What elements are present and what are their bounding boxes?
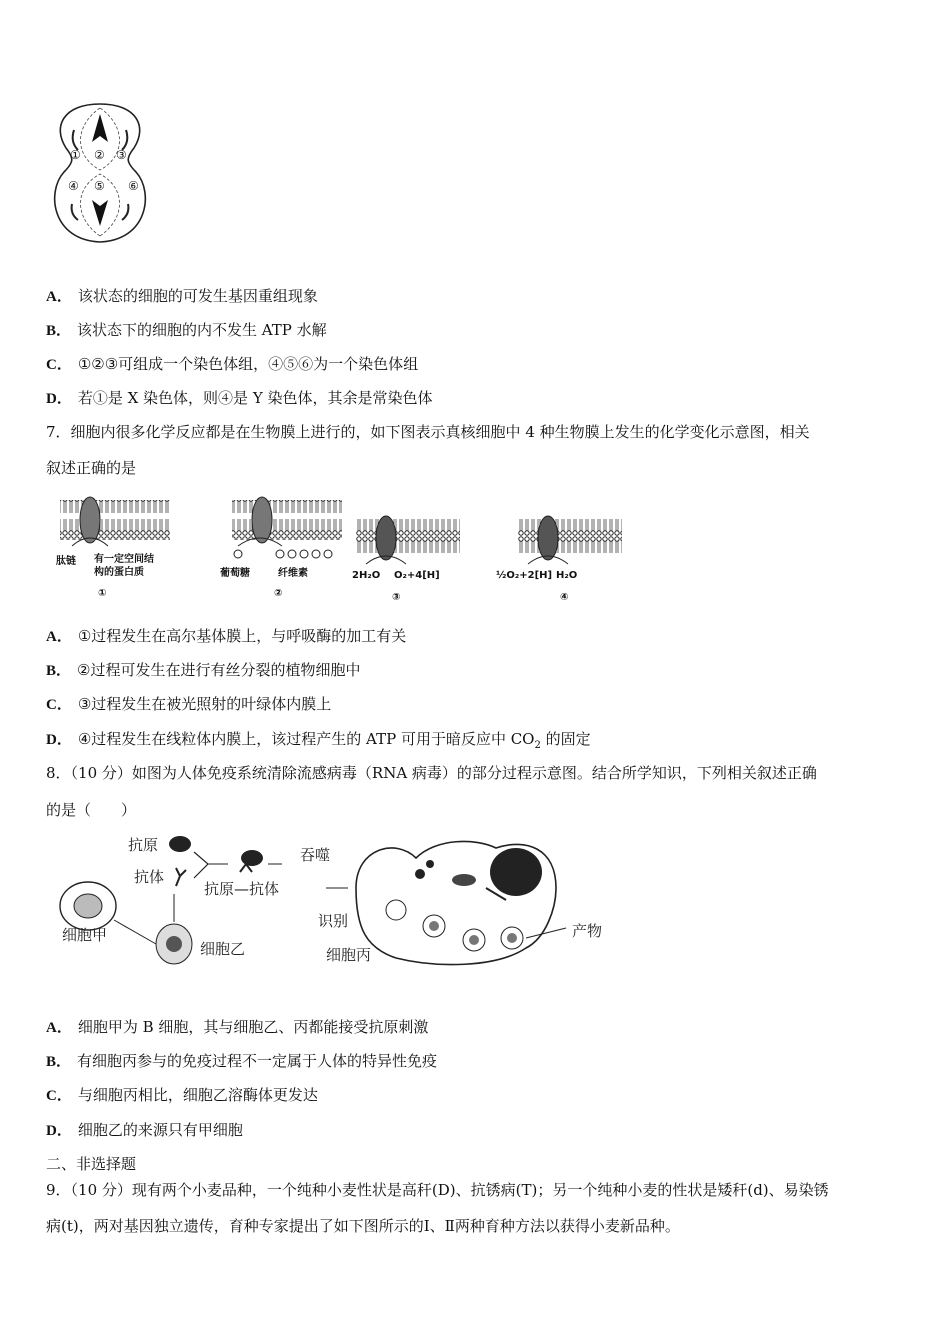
- fig7-p1-right-2: 构的蛋白质: [94, 567, 144, 578]
- q8-option-d[interactable]: D． 细胞乙的来源只有甲细胞: [46, 1121, 243, 1139]
- section-heading: 二、非选择题: [46, 1155, 137, 1173]
- fig7-num-2: ②: [274, 588, 283, 599]
- cell-division-figure: [44, 96, 156, 248]
- fig-label-6: ⑥: [128, 179, 139, 193]
- fig7-num-4: ④: [560, 592, 569, 603]
- q6-option-b[interactable]: B． 该状态下的细胞的内不发生 ATP 水解: [46, 321, 327, 339]
- fig8-cell-c: 细胞丙: [326, 946, 372, 964]
- immune-process-figure: [56, 828, 616, 976]
- q8-stem-line2: 的是（ ）: [46, 801, 137, 819]
- fig8-cell-b: 细胞乙: [200, 940, 246, 958]
- q9-line1: 9．（10 分）现有两个小麦品种，一个纯种小麦性状是高秆(D)、抗锈病(T)；另一个纯种小麦的性状是矮秆(d)、易染锈: [46, 1181, 829, 1199]
- fig-label-4: ④: [68, 179, 79, 193]
- fig7-num-1: ①: [98, 588, 107, 599]
- fig8-product: 产物: [572, 922, 603, 940]
- q7-option-d[interactable]: D． ④过程发生在线粒体内膜上，该过程产生的 ATP 可用于暗反应中 $CO_2$ 的固定: [46, 730, 591, 751]
- q7-option-b[interactable]: B． ②过程可发生在进行有丝分裂的植物细胞中: [46, 661, 361, 679]
- fig7-p3-right: O₂+4[H]: [394, 570, 440, 581]
- fig7-p2-right: 纤维素: [278, 568, 308, 579]
- fig7-p1-left: 肽链: [56, 556, 76, 567]
- q6-option-a[interactable]: A． 该状态的细胞的可发生基因重组现象: [46, 287, 318, 305]
- fig-label-3: ③: [116, 148, 127, 162]
- q8-option-c[interactable]: C． 与细胞丙相比，细胞乙溶酶体更发达: [46, 1086, 318, 1104]
- q6-option-d[interactable]: D． 若①是 X 染色体，则④是 Y 染色体，其余是常染色体: [46, 389, 433, 407]
- fig8-antibody: 抗体: [134, 868, 165, 886]
- fig7-p3-left: 2H₂O: [352, 570, 381, 581]
- fig8-complex: 抗原—抗体: [204, 880, 280, 898]
- q7-stem-line2: 叙述正确的是: [46, 459, 137, 477]
- fig7-p1-right-1: 有一定空间结: [94, 554, 154, 565]
- fig8-cell-a: 细胞甲: [62, 926, 108, 944]
- fig7-p4-left: ½O₂+2[H]: [496, 570, 553, 581]
- fig8-phagocytosis: 吞噬: [300, 846, 331, 864]
- q8-option-a[interactable]: A． 细胞甲为 B 细胞，其与细胞乙、丙都能接受抗原刺激: [46, 1018, 429, 1036]
- fig8-antigen: 抗原: [128, 836, 159, 854]
- q7-option-a[interactable]: A． ①过程发生在高尔基体膜上，与呼吸酶的加工有关: [46, 627, 407, 645]
- fig7-num-3: ③: [392, 592, 401, 603]
- q8-option-b[interactable]: B． 有细胞丙参与的免疫过程不一定属于人体的特异性免疫: [46, 1052, 438, 1070]
- fig8-recognition: 识别: [318, 912, 349, 930]
- fig-label-2: ②: [94, 148, 105, 162]
- q8-stem-line1: 8．（10 分）如图为人体免疫系统清除流感病毒（RNA 病毒）的部分过程示意图。结合所学知识，下列相关叙述正确: [46, 764, 817, 782]
- membrane-reactions-figure: [56, 496, 636, 608]
- q7-option-c[interactable]: C． ③过程发生在被光照射的叶绿体内膜上: [46, 695, 332, 713]
- q9-line2: 病(t)，两对基因独立遗传，育种专家提出了如下图所示的Ⅰ、Ⅱ两种育种方法以获得小麦新品种。: [46, 1217, 680, 1235]
- fig-label-5: ⑤: [94, 179, 105, 193]
- fig-label-1: ①: [70, 148, 81, 162]
- q7-stem-line1: 7．细胞内很多化学反应都是在生物膜上进行的，如下图表示真核细胞中 4 种生物膜上发生的化学变化示意图，相关: [46, 423, 810, 441]
- fig7-p4-right: H₂O: [556, 570, 578, 581]
- q6-option-c[interactable]: C． ①②③可组成一个染色体组，④⑤⑥为一个染色体组: [46, 355, 419, 373]
- fig7-p2-left: 葡萄糖: [220, 568, 250, 579]
